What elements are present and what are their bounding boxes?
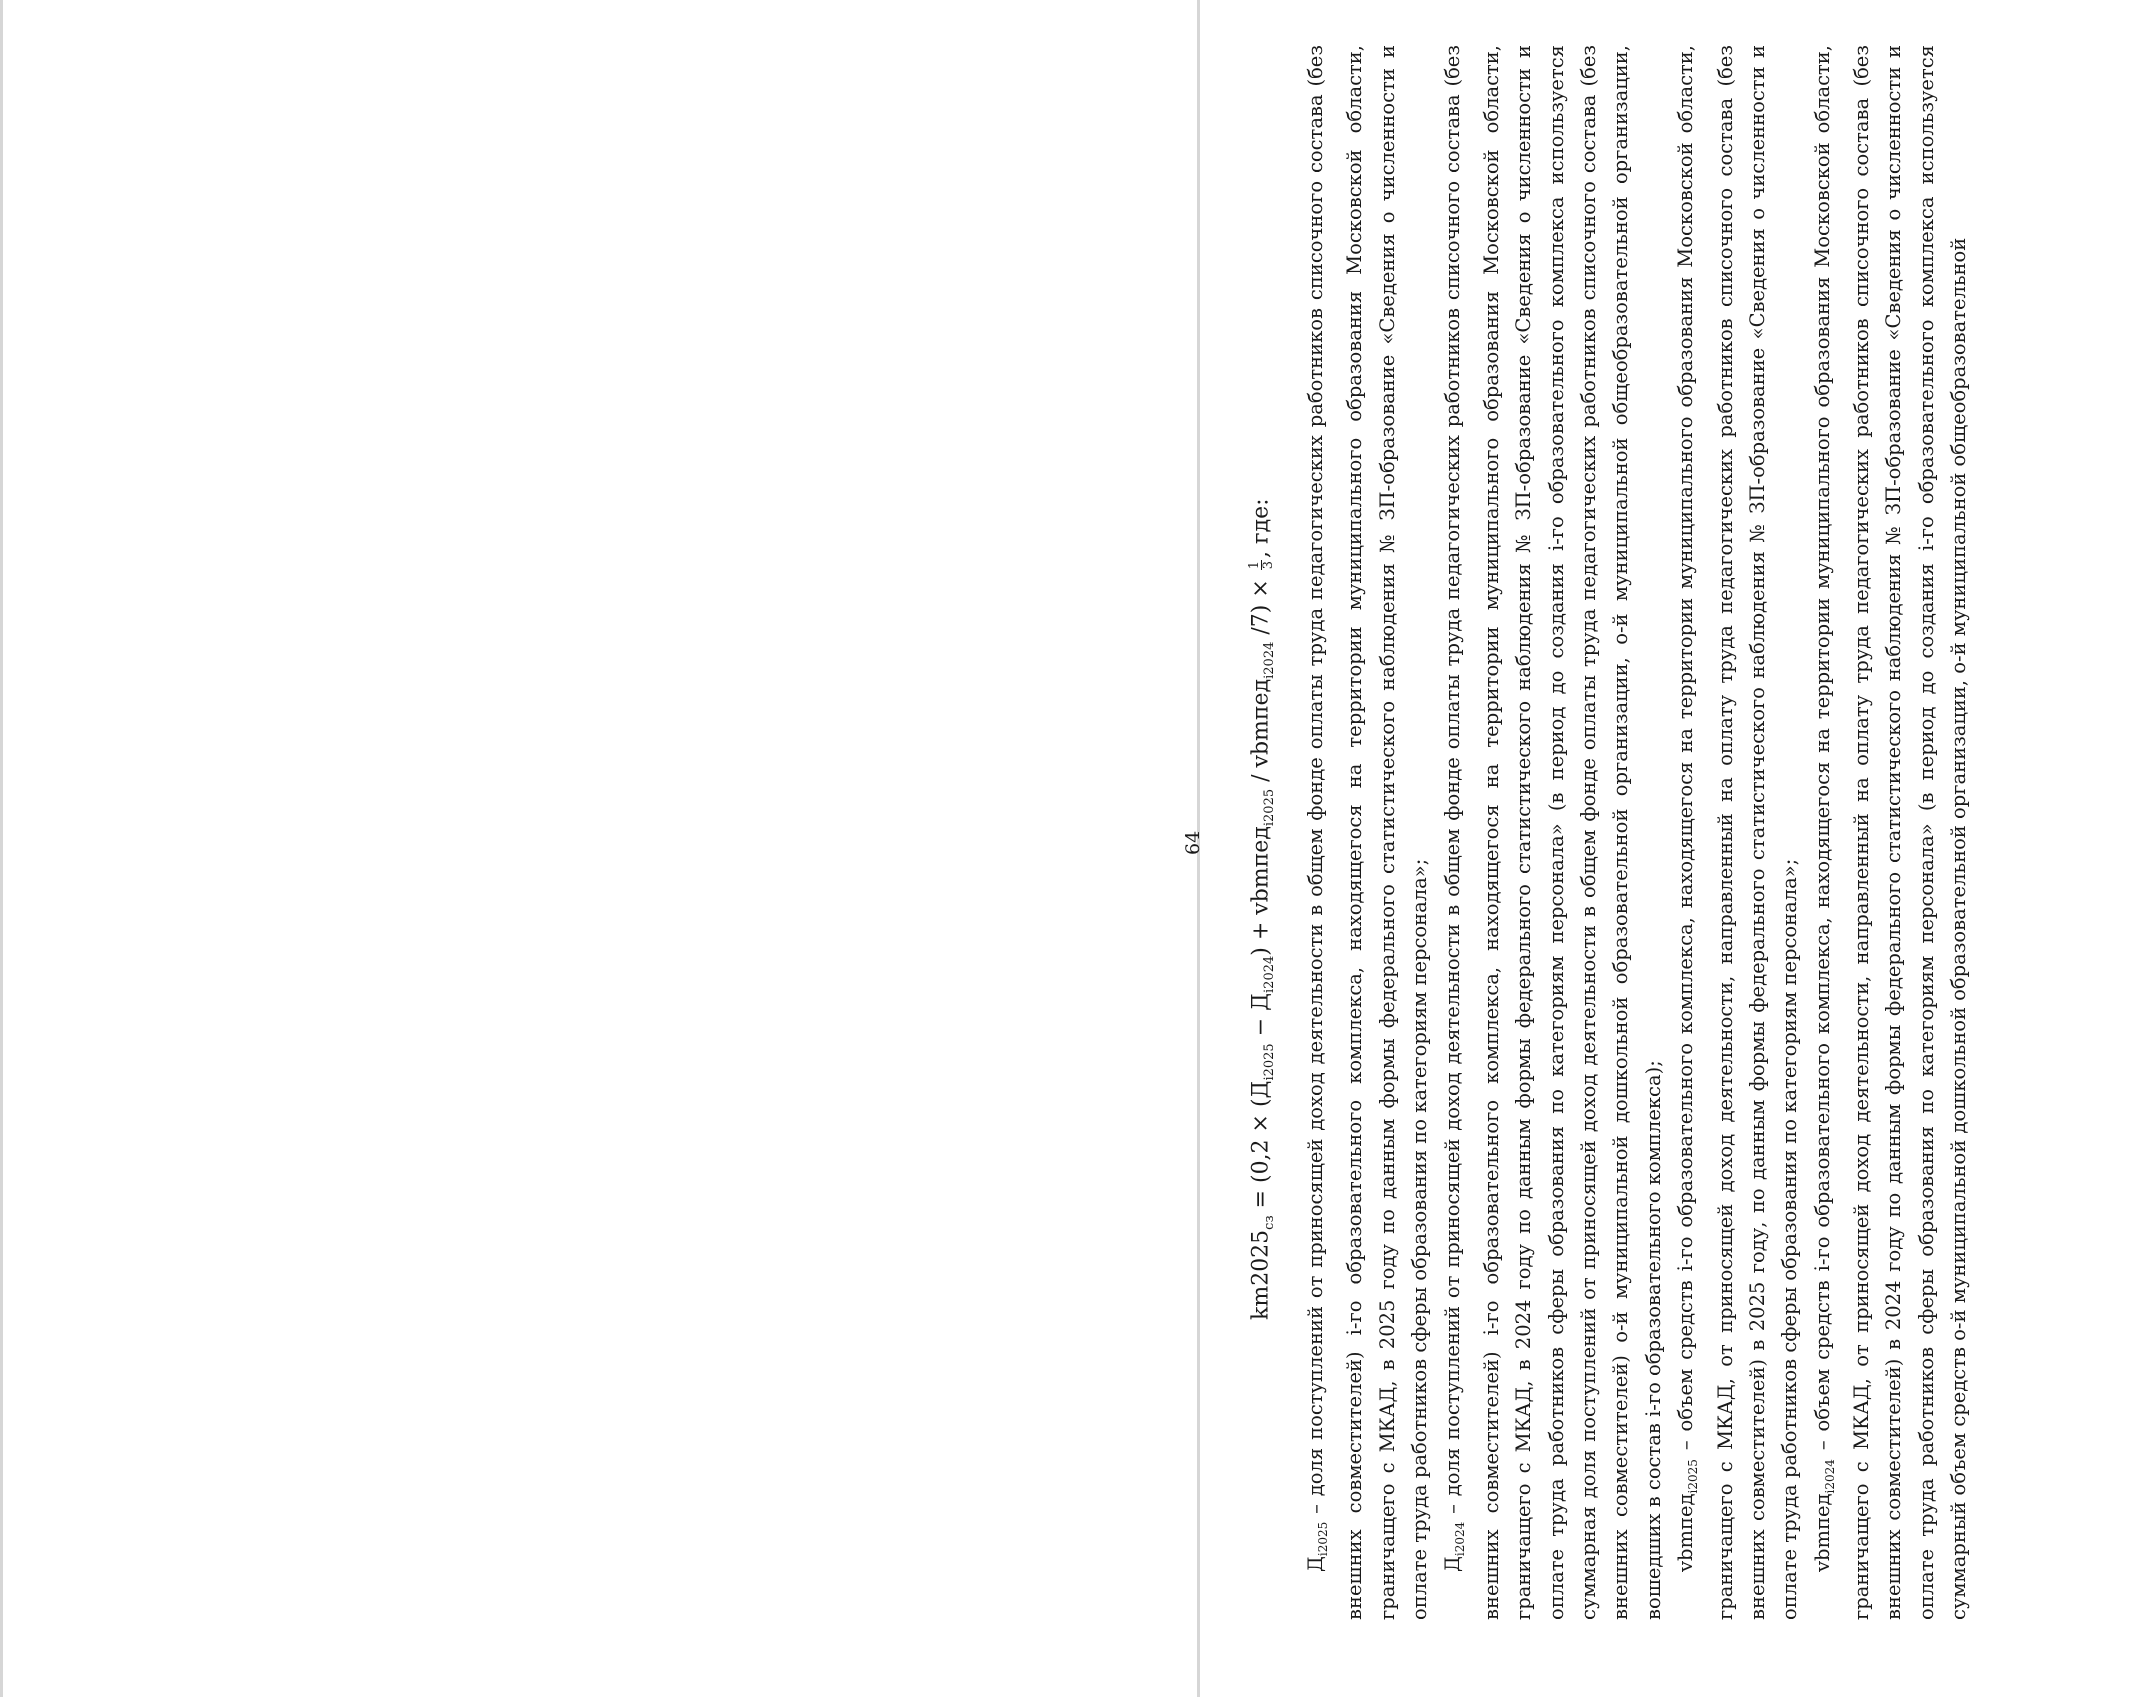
- definition-paragraph: vbmпед$_{i2025}$ – объем средств i-го образовательного комплекса, находящегося на территории муниципального образования Московской области, граничащего с МКАД, от приносящей доход деятельности, направленный на оплату труда педагогических работников списочного состава (без внешних совместителей) в 2025 году, по данным формы федерального статистического наблюдения № ЗП-образование «Сведения о численности и оплате труда работников сферы образования по категориям персонала»;: [1674, 45, 1802, 1620]
- definitions: [1300, 45, 1976, 1620]
- page-number: 64: [1182, 830, 1204, 855]
- scan-edge-left: [0, 0, 3, 1697]
- formula: $km2025_{сз} = (0,2 \times (Д_{i2025} - Д_{i2024})$ + vbmпед$_{i2025}$ / vbmпед$_{i2024}$ /7) × 1 3 , где:: [1247, 498, 1277, 1320]
- formula-lhs: km2025: [1248, 1229, 1274, 1320]
- fraction-one-third: 1 3: [1247, 560, 1276, 570]
- definition-paragraph: vbmпед$_{i2024}$ – объем средств i-го образовательного комплекса, находящегося на территории муниципального образования Московской области, граничащего с МКАД, от приносящей доход деятельности, направленный на оплату труда педагогических работников списочного состава (без внешних совместителей) в 2024 году по данным формы федерального статистического наблюдения № ЗП-образование «Сведения о численности и оплате труда работников сферы образования по категориям персонала» (в период до создания i-го образовательного комплекса используется суммарный объем средств о-й муниципальной дошкольной образовательной организации, о-й муниципальной общеобразовательной: [1810, 45, 1971, 1620]
- definition-paragraph: $Д_{i2025}$ – доля поступлений от приносящей доход деятельности в общем фонде оплаты труда педагогических работников списочного состава (без внешних совместителей) i-го образовательного комплекса, находящегося на территории муниципального образования Московской области, граничащего с МКАД, в 2025 году по данным формы федерального статистического наблюдения № ЗП-образование «Сведения о численности и оплате труда работников сферы образования по категориям персонала»;: [1304, 45, 1432, 1620]
- definition-paragraph: $Д_{i2024}$ – доля поступлений от приносящей доход деятельности в общем фонде оплаты труда педагогических работников списочного состава (без внешних совместителей) i-го образовательного комплекса, находящегося на территории муниципального образования Московской области, граничащего с МКАД, в 2024 году по данным формы федерального статистического наблюдения № ЗП-образование «Сведения о численности и оплате труда работников сферы образования по категориям персонала» (в период до создания i-го образовательного комплекса используется суммарная доля поступлений от приносящей доход деятельности в общем фонде оплаты труда педагогических работников списочного состава (без внешних совместителей) о-й муниципальной дошкольной образовательной организации, о-й муниципальной общеобразовательной организации, вошедших в состав i-го образовательного комплекса);: [1440, 45, 1665, 1620]
- rotated-page-content: [1140, 45, 2140, 1620]
